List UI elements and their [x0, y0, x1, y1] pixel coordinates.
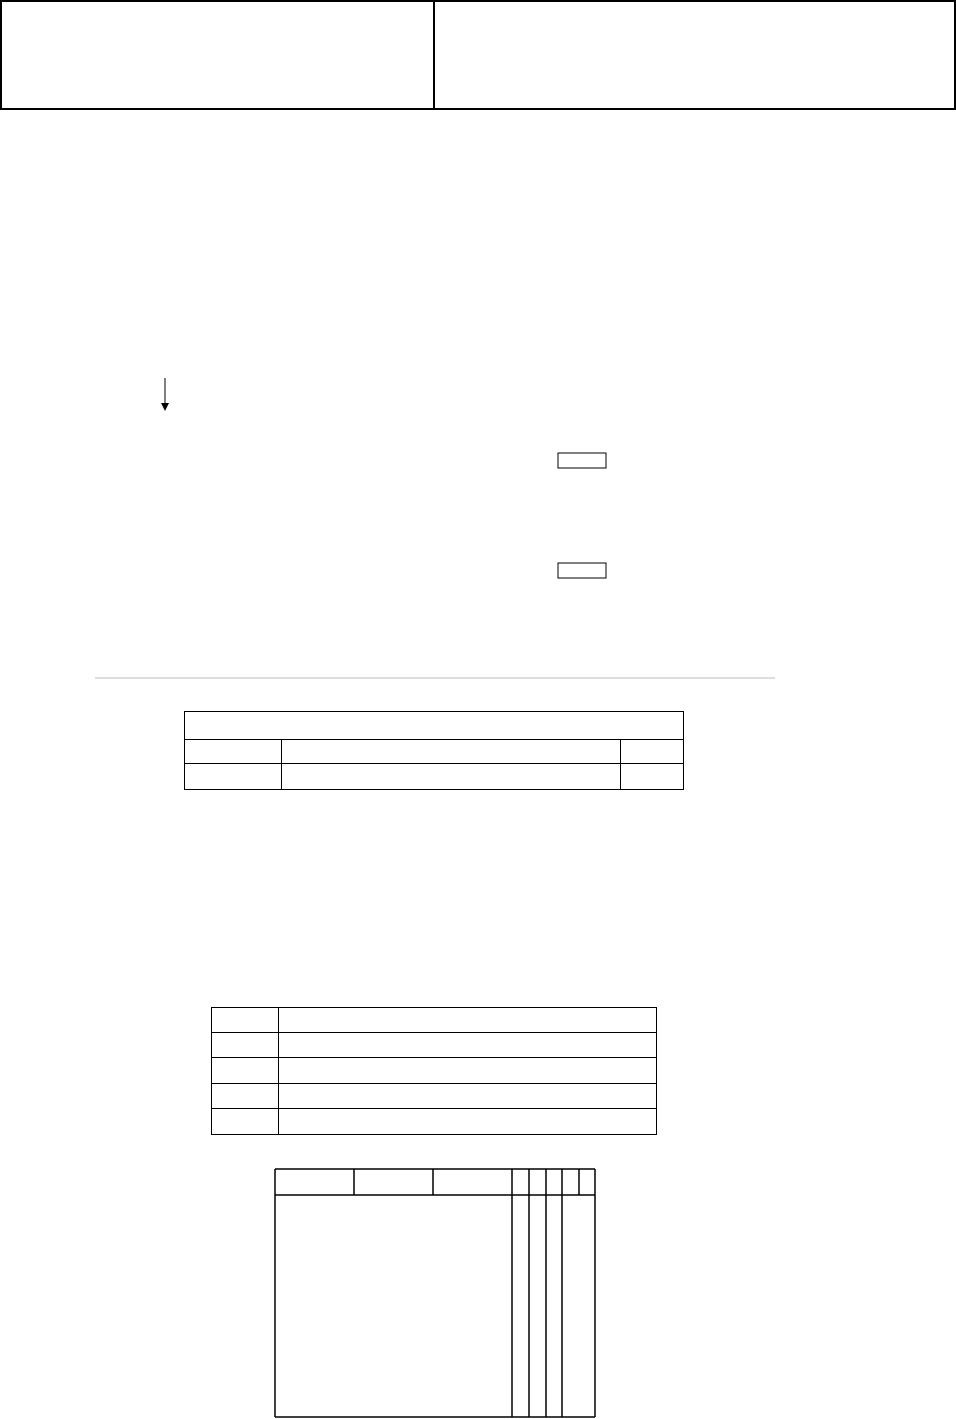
table-cell — [279, 1058, 657, 1084]
port2-pvid-box — [558, 563, 606, 578]
table-cell — [212, 1058, 279, 1084]
empty-table-1 — [184, 711, 684, 790]
table-cell — [621, 740, 684, 764]
empty-table-3 — [273, 1167, 597, 1419]
table-cell — [185, 712, 684, 740]
page-header — [0, 0, 956, 110]
header-divider — [433, 2, 435, 108]
figure-port-protocol-classification — [92, 150, 782, 685]
port1-pvid-box — [558, 453, 606, 468]
table-cell — [185, 764, 282, 790]
table-cell — [279, 1033, 657, 1058]
table-cell — [279, 1084, 657, 1109]
table-cell — [212, 1033, 279, 1058]
table-cell — [279, 1008, 657, 1033]
table-cell — [621, 764, 684, 790]
table-cell — [212, 1084, 279, 1109]
table-cell — [212, 1008, 279, 1033]
table-cell — [282, 740, 621, 764]
table-cell — [212, 1109, 279, 1135]
empty-table-2 — [211, 1007, 657, 1135]
table-cell — [279, 1109, 657, 1135]
table-cell — [185, 740, 282, 764]
table-cell — [282, 764, 621, 790]
